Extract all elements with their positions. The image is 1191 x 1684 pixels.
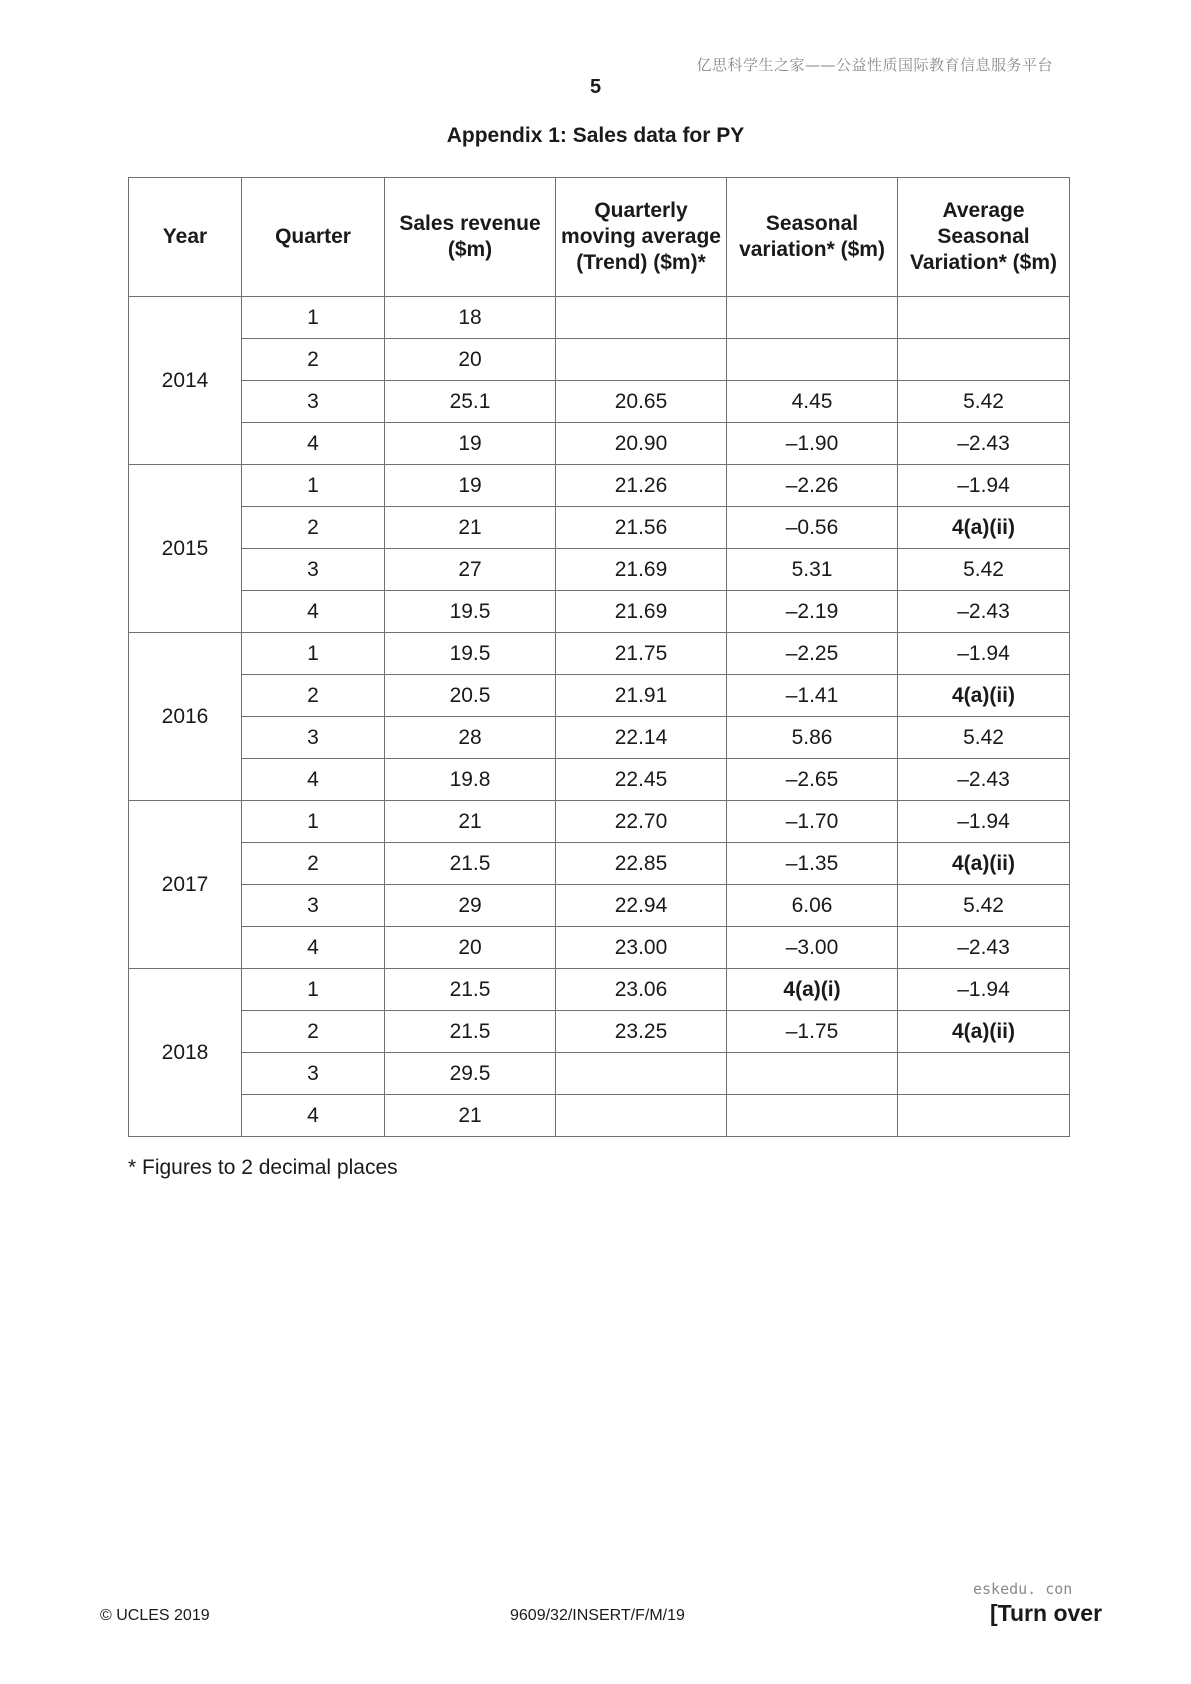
- year-cell: 2018: [129, 969, 242, 1137]
- sales-revenue-cell: 25.1: [385, 381, 556, 423]
- trend-cell: 23.06: [556, 969, 727, 1011]
- header-trend: Quarterly moving average (Trend) ($m)*: [556, 178, 727, 297]
- quarter-cell: 2: [242, 507, 385, 549]
- quarter-cell: 1: [242, 633, 385, 675]
- year-cell: 2014: [129, 297, 242, 465]
- trend-cell: 21.69: [556, 591, 727, 633]
- quarter-cell: 3: [242, 549, 385, 591]
- sales-revenue-cell: 20: [385, 927, 556, 969]
- average-seasonal-variation-cell: –2.43: [898, 423, 1070, 465]
- table-row: [129, 927, 1070, 969]
- table-row: [129, 297, 1070, 339]
- average-seasonal-variation-cell: –2.43: [898, 759, 1070, 801]
- seasonal-variation-cell: 5.31: [727, 549, 898, 591]
- sales-revenue-cell: 19: [385, 465, 556, 507]
- trend-cell: 22.14: [556, 717, 727, 759]
- average-seasonal-variation-cell: –1.94: [898, 969, 1070, 1011]
- seasonal-variation-cell: [727, 339, 898, 381]
- quarter-cell: 2: [242, 1011, 385, 1053]
- page-number: 5: [589, 76, 602, 98]
- trend-cell: 22.45: [556, 759, 727, 801]
- watermark-bottom: eskedu. con: [973, 1580, 1073, 1598]
- seasonal-variation-cell: –2.65: [727, 759, 898, 801]
- quarter-cell: 1: [242, 297, 385, 339]
- table-row: [129, 885, 1070, 927]
- table-row: [129, 1095, 1070, 1137]
- average-seasonal-variation-cell: [898, 297, 1070, 339]
- quarter-cell: 4: [242, 423, 385, 465]
- table-row: [129, 843, 1070, 885]
- average-seasonal-variation-cell: [898, 1053, 1070, 1095]
- sales-revenue-cell: 29.5: [385, 1053, 556, 1095]
- quarter-cell: 2: [242, 843, 385, 885]
- seasonal-variation-cell: 4.45: [727, 381, 898, 423]
- table-row: [129, 507, 1070, 549]
- table-row: [129, 381, 1070, 423]
- quarter-cell: 3: [242, 717, 385, 759]
- seasonal-variation-cell: 6.06: [727, 885, 898, 927]
- copyright: © UCLES 2019: [100, 1607, 210, 1624]
- quarter-cell: 4: [242, 759, 385, 801]
- seasonal-variation-cell: –1.75: [727, 1011, 898, 1053]
- sales-revenue-cell: 21.5: [385, 969, 556, 1011]
- seasonal-variation-cell: –0.56: [727, 507, 898, 549]
- sales-revenue-cell: 19.5: [385, 633, 556, 675]
- seasonal-variation-cell: –1.90: [727, 423, 898, 465]
- average-seasonal-variation-cell: 5.42: [898, 381, 1070, 423]
- trend-cell: 22.94: [556, 885, 727, 927]
- year-cell: 2017: [129, 801, 242, 969]
- sales-data-table: [128, 177, 1070, 1137]
- quarter-cell: 3: [242, 885, 385, 927]
- year-cell: 2015: [129, 465, 242, 633]
- year-cell: 2016: [129, 633, 242, 801]
- quarter-cell: 4: [242, 591, 385, 633]
- sales-revenue-cell: 21.5: [385, 1011, 556, 1053]
- average-seasonal-variation-cell: [898, 339, 1070, 381]
- average-seasonal-variation-cell: 4(a)(ii): [898, 675, 1070, 717]
- table-row: [129, 591, 1070, 633]
- quarter-cell: 4: [242, 1095, 385, 1137]
- trend-cell: 20.65: [556, 381, 727, 423]
- average-seasonal-variation-cell: –1.94: [898, 801, 1070, 843]
- watermark-top: 亿思科学生之家——公益性质国际教育信息服务平台: [696, 56, 1053, 74]
- trend-cell: [556, 339, 727, 381]
- sales-revenue-cell: 28: [385, 717, 556, 759]
- seasonal-variation-cell: –1.41: [727, 675, 898, 717]
- quarter-cell: 2: [242, 675, 385, 717]
- sales-revenue-cell: 21: [385, 1095, 556, 1137]
- table-row: [129, 1011, 1070, 1053]
- trend-cell: 21.75: [556, 633, 727, 675]
- sales-revenue-cell: 20.5: [385, 675, 556, 717]
- header-average-seasonal-variation: Average Seasonal Variation* ($m): [898, 178, 1070, 297]
- seasonal-variation-cell: –2.26: [727, 465, 898, 507]
- seasonal-variation-cell: –2.19: [727, 591, 898, 633]
- seasonal-variation-cell: 4(a)(i): [727, 969, 898, 1011]
- sales-revenue-cell: 19.5: [385, 591, 556, 633]
- sales-revenue-cell: 18: [385, 297, 556, 339]
- seasonal-variation-cell: –2.25: [727, 633, 898, 675]
- quarter-cell: 1: [242, 465, 385, 507]
- average-seasonal-variation-cell: 4(a)(ii): [898, 507, 1070, 549]
- sales-revenue-cell: 20: [385, 339, 556, 381]
- average-seasonal-variation-cell: 5.42: [898, 885, 1070, 927]
- table-row: [129, 759, 1070, 801]
- sales-revenue-cell: 19: [385, 423, 556, 465]
- average-seasonal-variation-cell: –2.43: [898, 591, 1070, 633]
- average-seasonal-variation-cell: 4(a)(ii): [898, 1011, 1070, 1053]
- average-seasonal-variation-cell: –1.94: [898, 465, 1070, 507]
- trend-cell: 22.85: [556, 843, 727, 885]
- seasonal-variation-cell: [727, 297, 898, 339]
- average-seasonal-variation-cell: –1.94: [898, 633, 1070, 675]
- footnote: * Figures to 2 decimal places: [128, 1156, 398, 1179]
- quarter-cell: 1: [242, 969, 385, 1011]
- trend-cell: 21.26: [556, 465, 727, 507]
- sales-revenue-cell: 29: [385, 885, 556, 927]
- table-header-row: [129, 178, 1070, 297]
- sales-revenue-cell: 21: [385, 801, 556, 843]
- quarter-cell: 1: [242, 801, 385, 843]
- trend-cell: [556, 297, 727, 339]
- page-title: Appendix 1: Sales data for PY: [446, 124, 745, 147]
- trend-cell: 21.69: [556, 549, 727, 591]
- table-row: [129, 1053, 1070, 1095]
- seasonal-variation-cell: 5.86: [727, 717, 898, 759]
- seasonal-variation-cell: –3.00: [727, 927, 898, 969]
- table-row: [129, 423, 1070, 465]
- header-seasonal-variation: Seasonal variation* ($m): [727, 178, 898, 297]
- paper-code: 9609/32/INSERT/F/M/19: [510, 1607, 685, 1624]
- table-row: [129, 969, 1070, 1011]
- header-quarter: Quarter: [242, 178, 385, 297]
- header-sales-revenue: Sales revenue ($m): [385, 178, 556, 297]
- table-body: [129, 297, 1070, 1137]
- seasonal-variation-cell: [727, 1053, 898, 1095]
- trend-cell: 21.56: [556, 507, 727, 549]
- table-row: [129, 633, 1070, 675]
- average-seasonal-variation-cell: 5.42: [898, 549, 1070, 591]
- trend-cell: 23.00: [556, 927, 727, 969]
- trend-cell: 21.91: [556, 675, 727, 717]
- trend-cell: 23.25: [556, 1011, 727, 1053]
- table-row: [129, 675, 1070, 717]
- sales-revenue-cell: 21.5: [385, 843, 556, 885]
- table-row: [129, 717, 1070, 759]
- turn-over: [Turn over: [990, 1600, 1103, 1626]
- average-seasonal-variation-cell: 5.42: [898, 717, 1070, 759]
- sales-revenue-cell: 27: [385, 549, 556, 591]
- quarter-cell: 2: [242, 339, 385, 381]
- quarter-cell: 3: [242, 1053, 385, 1095]
- seasonal-variation-cell: –1.70: [727, 801, 898, 843]
- table-row: [129, 549, 1070, 591]
- quarter-cell: 4: [242, 927, 385, 969]
- seasonal-variation-cell: [727, 1095, 898, 1137]
- average-seasonal-variation-cell: –2.43: [898, 927, 1070, 969]
- seasonal-variation-cell: –1.35: [727, 843, 898, 885]
- table-row: [129, 465, 1070, 507]
- trend-cell: 20.90: [556, 423, 727, 465]
- trend-cell: 22.70: [556, 801, 727, 843]
- sales-revenue-cell: 19.8: [385, 759, 556, 801]
- trend-cell: [556, 1095, 727, 1137]
- header-year: Year: [129, 178, 242, 297]
- sales-revenue-cell: 21: [385, 507, 556, 549]
- average-seasonal-variation-cell: 4(a)(ii): [898, 843, 1070, 885]
- average-seasonal-variation-cell: [898, 1095, 1070, 1137]
- quarter-cell: 3: [242, 381, 385, 423]
- trend-cell: [556, 1053, 727, 1095]
- table-row: [129, 801, 1070, 843]
- table-row: [129, 339, 1070, 381]
